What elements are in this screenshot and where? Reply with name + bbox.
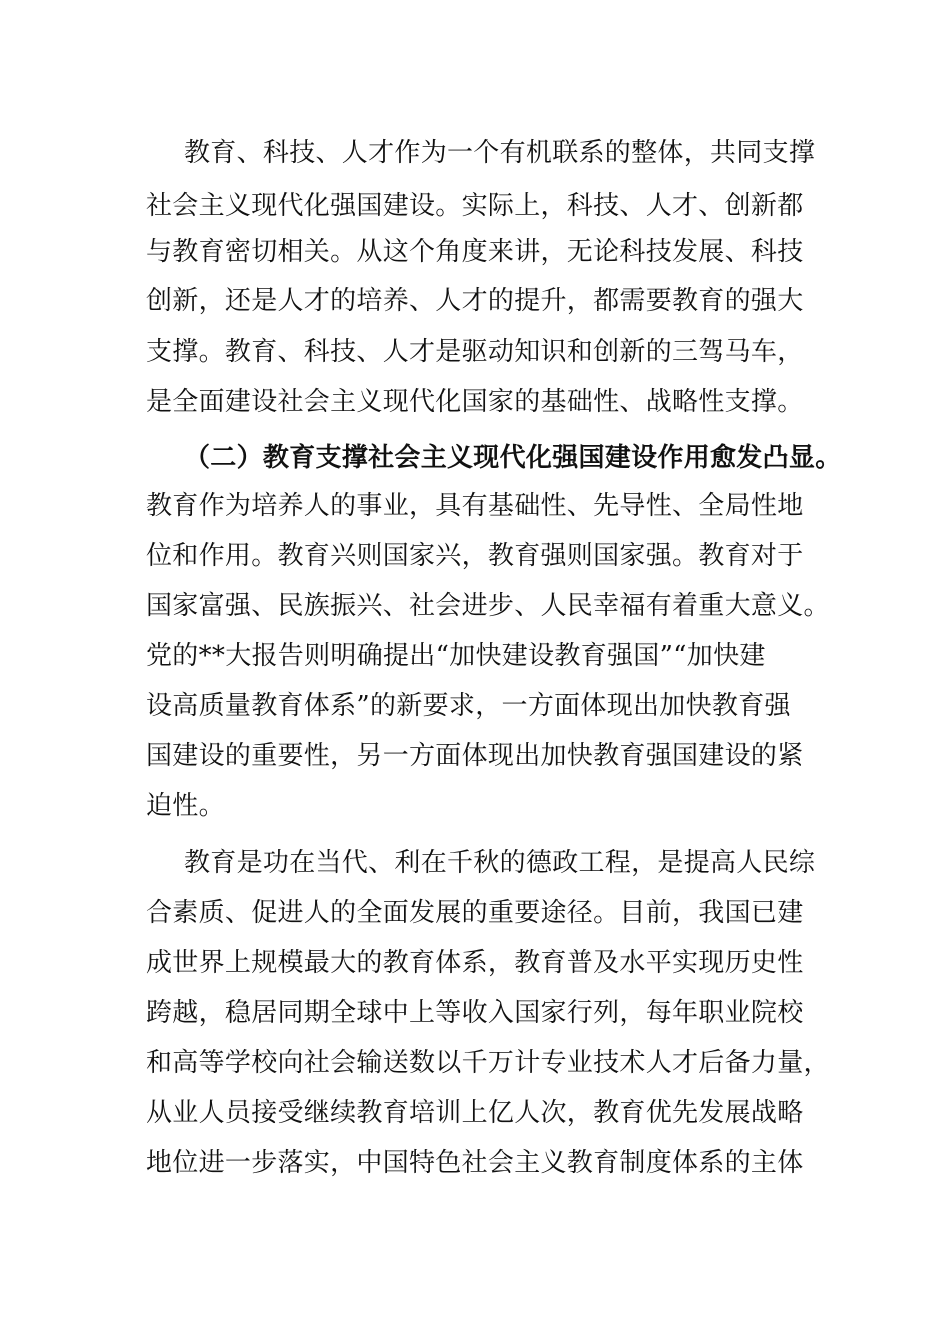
- text-line: 成世界上规模最大的教育体系，教育普及水平实现历史性: [146, 948, 804, 978]
- text-line: 国家富强、民族振兴、社会进步、人民幸福有着重大意义。: [146, 591, 830, 621]
- section-heading: （二）教育支撑社会主义现代化强国建设作用愈发凸显。: [184, 443, 842, 473]
- text-line: 合素质、促进人的全面发展的重要途径。目前，我国已建: [146, 898, 804, 928]
- text-line: 从业人员接受继续教育培训上亿人次，教育优先发展战略: [146, 1098, 804, 1128]
- text-line: 地位进一步落实，中国特色社会主义教育制度体系的主体: [146, 1148, 804, 1178]
- text-line: 设高质量教育体系”的新要求，一方面体现出加快教育强: [146, 691, 791, 721]
- text-line: 社会主义现代化强国建设。实际上，科技、人才、创新都: [146, 191, 804, 221]
- text-line: 党的**大报告则明确提出“加快建设教育强国”“加快建: [146, 641, 766, 671]
- text-line: 教育是功在当代、利在千秋的德政工程，是提高人民综: [184, 848, 816, 878]
- text-line: 迫性。: [146, 791, 225, 821]
- text-line: 教育、科技、人才作为一个有机联系的整体，共同支撑: [184, 138, 816, 168]
- text-line: 支撑。教育、科技、人才是驱动知识和创新的三驾马车，: [146, 337, 804, 367]
- text-line: 和高等学校向社会输送数以千万计专业技术人才后备力量，: [146, 1048, 830, 1078]
- text-line: 是全面建设社会主义现代化国家的基础性、战略性支撑。: [146, 387, 804, 417]
- text-line: 国建设的重要性，另一方面体现出加快教育强国建设的紧: [146, 741, 804, 771]
- text-line: 创新，还是人才的培养、人才的提升，都需要教育的强大: [146, 286, 804, 316]
- text-line: 教育作为培养人的事业，具有基础性、先导性、全局性地: [146, 491, 804, 521]
- text-line: 跨越，稳居同期全球中上等收入国家行列，每年职业院校: [146, 998, 804, 1028]
- text-line: 位和作用。教育兴则国家兴，教育强则国家强。教育对于: [146, 541, 804, 571]
- text-line: 与教育密切相关。从这个角度来讲，无论科技发展、科技: [146, 237, 804, 267]
